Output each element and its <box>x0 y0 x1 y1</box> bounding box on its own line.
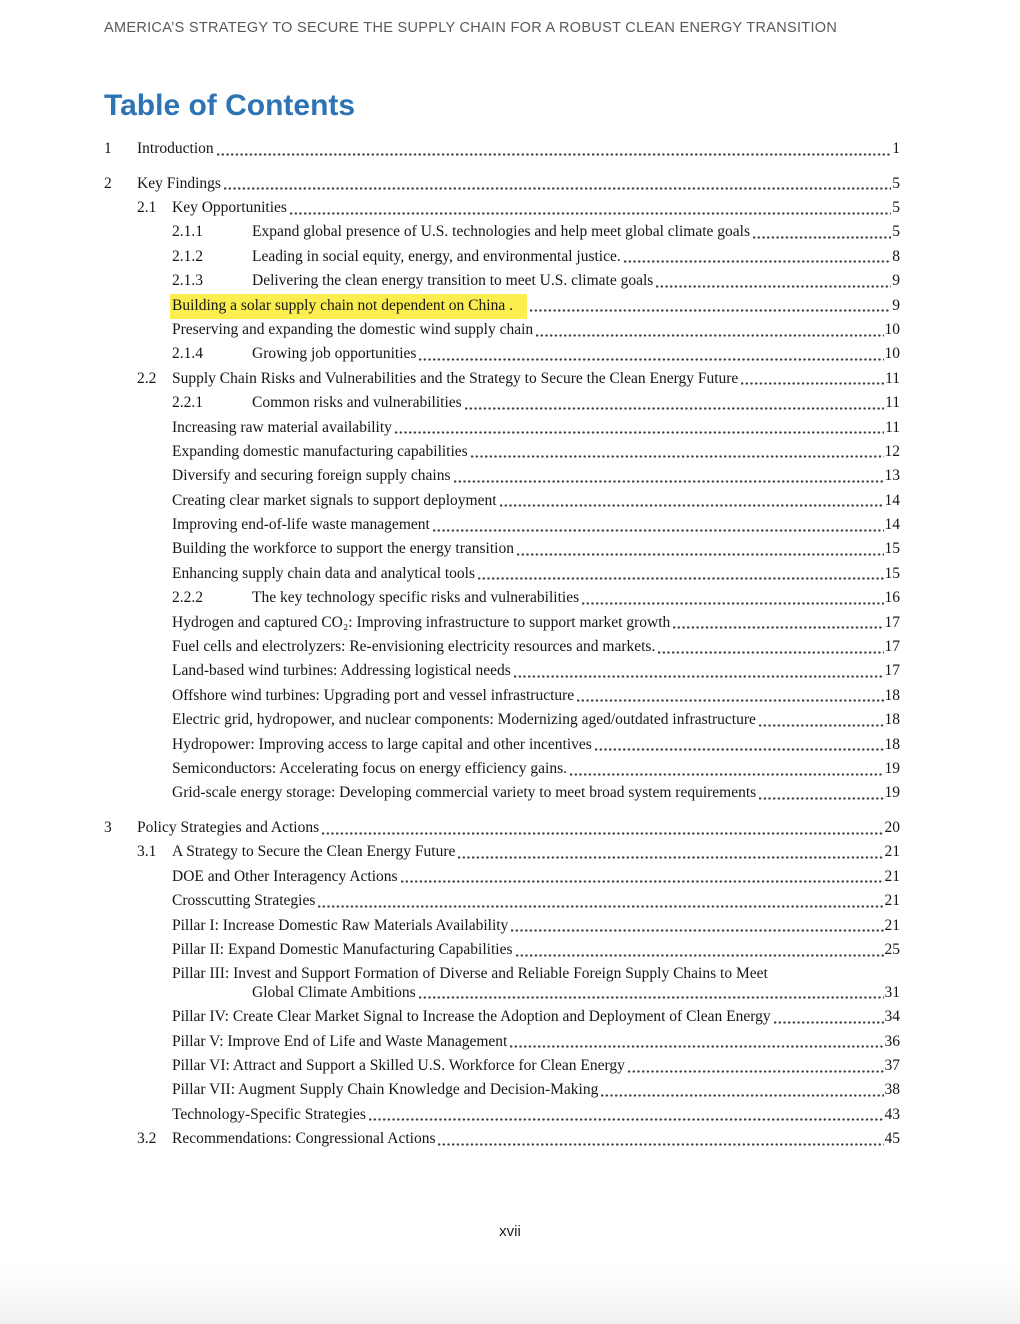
toc-entry[interactable] <box>104 1106 900 1125</box>
dot-leader <box>570 772 884 777</box>
toc-entry-label: Fuel cells and electrolyzers: Re-envisioning electricity resources and markets. <box>172 638 656 656</box>
page-number: 36 <box>884 1032 900 1050</box>
toc-entry-label: Pillar V: Improve End of Life and Waste Management <box>172 1032 508 1050</box>
dot-leader <box>516 953 884 958</box>
toc-entry[interactable] <box>104 345 900 364</box>
dot-leader <box>628 1069 884 1074</box>
toc-entry-label: DOE and Other Interagency Actions <box>172 867 398 885</box>
dot-leader <box>759 796 883 801</box>
toc-entry-label: Enhancing supply chain data and analytical tools <box>172 564 476 582</box>
toc-entry-number: 2.1 <box>137 198 157 216</box>
toc-entry-label: Crosscutting Strategies <box>172 892 316 910</box>
page-number: 5 <box>892 223 900 241</box>
toc-entry-number: 3.1 <box>137 843 157 861</box>
dot-leader <box>395 430 884 435</box>
dot-leader <box>656 284 891 289</box>
dot-leader <box>318 904 883 909</box>
page-number: 18 <box>884 735 900 753</box>
toc-entry[interactable] <box>104 1130 900 1149</box>
page-content <box>104 0 900 1149</box>
dot-leader <box>582 601 883 606</box>
toc-entry-label: Building the workforce to support the energy transition <box>172 540 514 558</box>
dot-leader <box>433 528 884 533</box>
page-number: 10 <box>884 320 900 338</box>
page-number: 17 <box>884 613 900 631</box>
toc-entry[interactable] <box>104 175 900 194</box>
page-number: 11 <box>885 369 900 387</box>
dot-leader <box>741 381 884 386</box>
page-number: 31 <box>884 983 900 1001</box>
dot-leader <box>536 333 883 338</box>
page-number: 11 <box>885 394 900 412</box>
dot-leader <box>759 723 884 728</box>
toc-entry[interactable] <box>104 370 900 389</box>
toc-entry[interactable] <box>104 223 900 242</box>
dot-leader <box>290 211 891 216</box>
toc-entry-label: Growing job opportunities <box>252 345 417 363</box>
dot-leader <box>478 576 883 581</box>
toc-entry[interactable] <box>104 272 900 291</box>
toc-entry-label: Policy Strategies and Actions <box>137 818 320 836</box>
page-number: 45 <box>884 1130 900 1148</box>
page-number: 34 <box>884 1008 900 1026</box>
toc-entry-number: 2.1.2 <box>172 247 203 265</box>
toc-entry[interactable] <box>104 941 900 960</box>
page-footer: xvii <box>499 1223 521 1240</box>
toc-entry-label: Recommendations: Congressional Actions <box>172 1130 436 1148</box>
toc-entry-label: Key Findings <box>137 174 221 192</box>
toc-entry[interactable] <box>104 892 900 911</box>
page-number: 15 <box>884 564 900 582</box>
toc-entry[interactable] <box>104 297 900 316</box>
toc-entry-number: 3 <box>104 818 112 836</box>
toc-entry[interactable] <box>104 843 900 862</box>
toc-entry-label: Hydrogen and captured CO₂: Improving infrastructure to support market growth <box>172 613 671 631</box>
toc-entry-label: Increasing raw material availability <box>172 418 392 436</box>
toc-entry-label: Technology-Specific Strategies <box>172 1105 366 1123</box>
toc-entry[interactable] <box>104 638 900 657</box>
toc-entry-label: Pillar III: Invest and Support Formation of Diverse and Reliable Foreign Supply Chains to Meet <box>172 965 768 983</box>
toc-entry-label: Grid-scale energy storage: Developing commercial variety to meet broad system requirements <box>172 784 757 802</box>
toc-entry-label: Preserving and expanding the domestic wind supply chain <box>172 320 534 338</box>
toc-entry[interactable] <box>104 492 900 511</box>
page-title: Table of Contents <box>104 89 356 122</box>
toc-entry-label: Pillar VII: Augment Supply Chain Knowledge and Decision-Making <box>172 1081 599 1099</box>
page-number: 21 <box>884 843 900 861</box>
dot-leader <box>530 308 891 313</box>
dot-leader <box>577 698 883 703</box>
toc-entry[interactable] <box>104 687 900 706</box>
toc-entry-label: Delivering the clean energy transition to meet U.S. climate goals <box>252 272 654 290</box>
toc-entry[interactable] <box>104 736 900 755</box>
toc-entry-label: The key technology specific risks and vulnerabilities <box>252 589 580 607</box>
page-number: 19 <box>884 784 900 802</box>
toc-entry-number: 2.1.4 <box>172 345 203 363</box>
toc-entry-number: 2.1.3 <box>172 272 203 290</box>
page-number: 17 <box>884 662 900 680</box>
toc-entry-label: Introduction <box>137 140 214 157</box>
toc-entry[interactable] <box>104 662 900 681</box>
dot-leader <box>419 995 884 1000</box>
toc-entry[interactable] <box>104 467 900 486</box>
toc-entry-label: Hydropower: Improving access to large capital and other incentives <box>172 735 592 753</box>
dot-leader <box>369 1117 884 1122</box>
dot-leader <box>511 928 883 933</box>
page-number: 19 <box>884 759 900 777</box>
dot-leader <box>517 552 884 557</box>
page-number: 25 <box>884 940 900 958</box>
dot-leader <box>465 406 884 411</box>
toc-entry[interactable] <box>104 614 900 633</box>
toc-entry[interactable] <box>104 1033 900 1052</box>
toc-entry-number: 2.2.1 <box>172 394 203 412</box>
page-number: 18 <box>884 686 900 704</box>
dot-leader <box>419 357 883 362</box>
dot-leader <box>514 674 884 679</box>
toc-entry-label: Leading in social equity, energy, and environmental justice. <box>252 247 621 265</box>
toc-entry-label: Electric grid, hydropower, and nuclear components: Modernizing aged/outdated infrastructure <box>172 711 756 729</box>
toc-entry[interactable] <box>104 1081 900 1100</box>
dot-leader <box>438 1142 883 1147</box>
dot-leader <box>658 650 883 655</box>
page-number: 10 <box>884 345 900 363</box>
dot-leader <box>774 1020 884 1025</box>
dot-leader <box>624 259 892 264</box>
toc-entry-label: Expand global presence of U.S. technologies and help meet global climate goals <box>252 223 751 241</box>
toc-entry[interactable] <box>104 419 900 438</box>
toc-entry-number: 2.2.2 <box>172 589 203 607</box>
page-number: 21 <box>884 892 900 910</box>
toc-entry-label: Diversify and securing foreign supply chains <box>172 467 451 485</box>
page-number: 37 <box>884 1057 900 1075</box>
toc-entry[interactable] <box>104 516 900 535</box>
toc-entry-label: Land-based wind turbines: Addressing logistical needs <box>172 662 511 680</box>
dot-leader <box>224 186 891 191</box>
dot-leader <box>753 235 891 240</box>
toc-entry-number: 3.2 <box>137 1130 157 1148</box>
page-number: 15 <box>884 540 900 558</box>
toc-entry[interactable] <box>104 1008 900 1027</box>
dot-leader <box>454 479 884 484</box>
toc-entry[interactable] <box>104 443 900 462</box>
document-header: AMERICA’S STRATEGY TO SECURE THE SUPPLY CHAIN FOR A ROBUST CLEAN ENERGY TRANSITION <box>104 20 838 36</box>
toc-entry-number: 2 <box>104 174 112 192</box>
page-number: 20 <box>884 818 900 836</box>
toc-entry-label: Pillar I: Increase Domestic Raw Materials Availability <box>172 916 509 934</box>
dot-leader <box>601 1093 883 1098</box>
toc-entry[interactable] <box>104 917 900 936</box>
page-number: 12 <box>884 442 900 460</box>
toc-entry[interactable] <box>104 540 900 559</box>
page-number: 21 <box>884 867 900 885</box>
toc-entry[interactable] <box>104 394 900 413</box>
toc-entry[interactable] <box>104 565 900 584</box>
toc-entry[interactable] <box>104 140 900 159</box>
dot-leader <box>458 855 883 860</box>
toc-entry-label: Pillar II: Expand Domestic Manufacturing Capabilities <box>172 940 513 958</box>
toc-entry[interactable] <box>104 711 900 730</box>
toc-entry-label-highlighted: Building a solar supply chain not dependent on China . <box>170 294 527 320</box>
page-number: 5 <box>892 198 900 216</box>
toc-entry[interactable] <box>104 868 900 887</box>
page-number: 8 <box>892 247 900 265</box>
toc-entry[interactable] <box>104 965 900 1002</box>
toc-entry-number: 2.2 <box>137 369 157 387</box>
dot-leader <box>673 625 883 630</box>
page-number: 11 <box>885 418 900 436</box>
page-number: 43 <box>884 1105 900 1123</box>
dot-leader <box>595 747 884 752</box>
toc-entry-label: Common risks and vulnerabilities <box>252 394 462 412</box>
toc-entry-number: 1 <box>104 140 112 157</box>
toc-entry-label: Creating clear market signals to support deployment <box>172 491 497 509</box>
dot-leader <box>500 503 884 508</box>
page-number: 16 <box>884 589 900 607</box>
page-number: 1 <box>892 140 900 157</box>
toc-entry-label: Pillar VI: Attract and Support a Skilled U.S. Workforce for Clean Energy <box>172 1057 625 1075</box>
toc-entry-label: Improving end-of-life waste management <box>172 516 430 534</box>
page-number: 38 <box>884 1081 900 1099</box>
page-number: 21 <box>884 916 900 934</box>
toc-entry[interactable] <box>104 589 900 608</box>
toc-entry-label: Offshore wind turbines: Upgrading port and vessel infrastructure <box>172 686 575 704</box>
toc-entry[interactable] <box>104 760 900 779</box>
page-number: 9 <box>892 272 900 290</box>
dot-leader <box>401 879 884 884</box>
toc-entry-label: Semiconductors: Accelerating focus on energy efficiency gains. <box>172 759 567 777</box>
toc-entry-label: Pillar IV: Create Clear Market Signal to Increase the Adoption and Deployment of Clean Energy <box>172 1008 771 1026</box>
toc-entry-label: Supply Chain Risks and Vulnerabilities and the Strategy to Secure the Clean Energy Future <box>172 369 739 387</box>
dot-leader <box>471 454 884 459</box>
page-number: 17 <box>884 638 900 656</box>
toc-entry[interactable] <box>104 248 900 267</box>
page-number: 9 <box>892 296 900 314</box>
dot-leader <box>510 1044 883 1049</box>
page-number: 18 <box>884 711 900 729</box>
toc-entry-label: Expanding domestic manufacturing capabilities <box>172 442 468 460</box>
dot-leader <box>322 831 883 836</box>
page-number: 5 <box>892 174 900 192</box>
toc-list <box>104 140 900 1149</box>
toc-entry[interactable] <box>104 321 900 340</box>
dot-leader <box>217 152 892 157</box>
page-number: 13 <box>884 467 900 485</box>
page-number: 14 <box>884 491 900 509</box>
toc-entry-number: 2.1.1 <box>172 223 203 241</box>
toc-entry-label: A Strategy to Secure the Clean Energy Future <box>172 843 456 861</box>
page-number: 14 <box>884 516 900 534</box>
toc-entry-label-continued: Global Climate Ambitions <box>252 983 416 1001</box>
toc-entry[interactable] <box>104 819 900 838</box>
toc-entry[interactable] <box>104 784 900 803</box>
toc-entry[interactable] <box>104 199 900 218</box>
toc-entry[interactable] <box>104 1057 900 1076</box>
toc-entry-label: Key Opportunities <box>172 198 287 216</box>
